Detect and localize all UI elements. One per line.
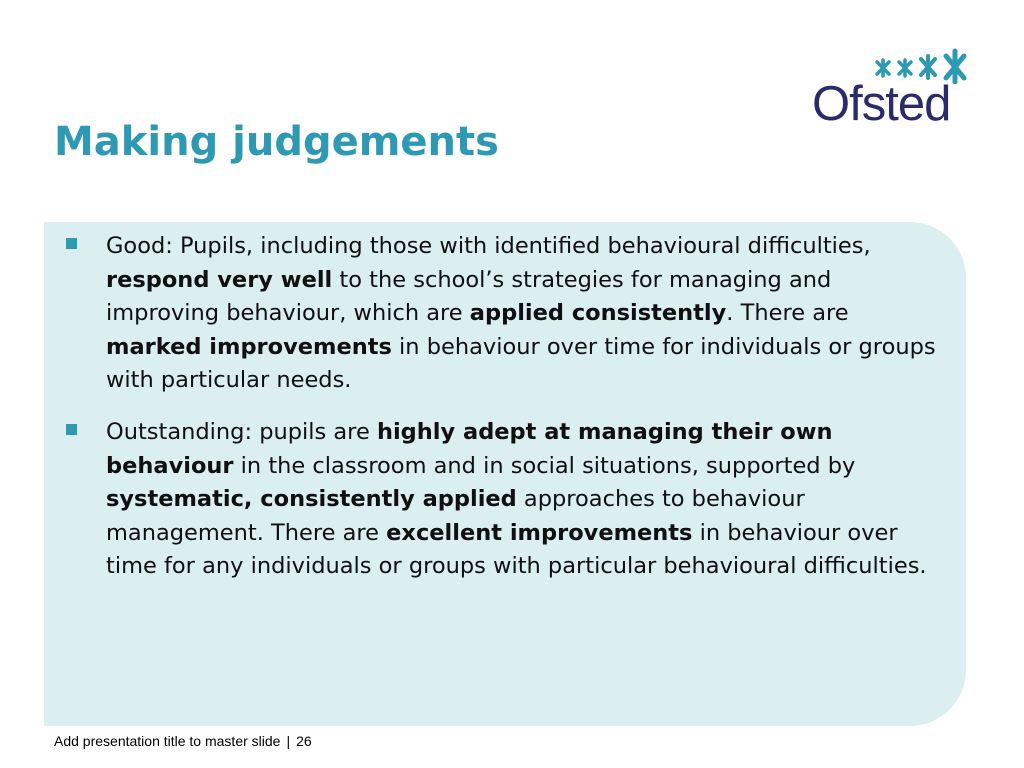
bullet-emphasis: systematic, consistently applied — [106, 486, 517, 513]
small-star-icon — [899, 60, 911, 76]
square-bullet-icon — [66, 238, 77, 249]
bullet-run: in behaviour over time for individuals or groups with particular needs. — [106, 333, 936, 394]
slide-footer — [54, 732, 312, 750]
bullet-emphasis: respond very well — [106, 266, 333, 293]
bullet-run: in behaviour over time for any individuals or groups with particular behavioural difficulties. — [106, 519, 927, 580]
bullet-run: . There are — [726, 300, 849, 327]
bullet-run: to the school’s strategies for managing and improving behaviour, which are — [106, 266, 832, 327]
bullet-emphasis: applied consistently — [469, 300, 727, 327]
bullet-text — [106, 416, 942, 584]
small-star-icon — [877, 60, 889, 76]
bullet-item — [62, 230, 942, 398]
bullet-text — [106, 230, 942, 398]
bullet-run: Outstanding: pupils are — [106, 418, 377, 445]
slide-title: Making judgements — [54, 119, 499, 165]
bullet-emphasis: marked improvements — [106, 333, 392, 360]
bullet-run: approaches to behaviour management. There are — [106, 486, 805, 546]
ofsted-logo — [812, 48, 972, 130]
medium-star-icon — [921, 56, 935, 78]
bullet-emphasis: excellent improvements — [386, 519, 693, 546]
bullet-run: in the classroom and in social situations, supported by — [233, 452, 856, 479]
logo-wordmark: Ofsted — [812, 77, 951, 131]
footer-separator: | — [286, 733, 291, 749]
slide-number: 26 — [296, 733, 312, 749]
bullet-item — [62, 416, 942, 584]
bullet-list — [62, 230, 942, 602]
square-bullet-icon — [66, 424, 77, 435]
bullet-emphasis: highly adept at managing their own behaviour — [106, 418, 833, 479]
bullet-run: Good: Pupils, including those with identified behavioural difficulties, — [106, 233, 871, 259]
footer-presentation-title: Add presentation title to master slide — [54, 733, 281, 749]
